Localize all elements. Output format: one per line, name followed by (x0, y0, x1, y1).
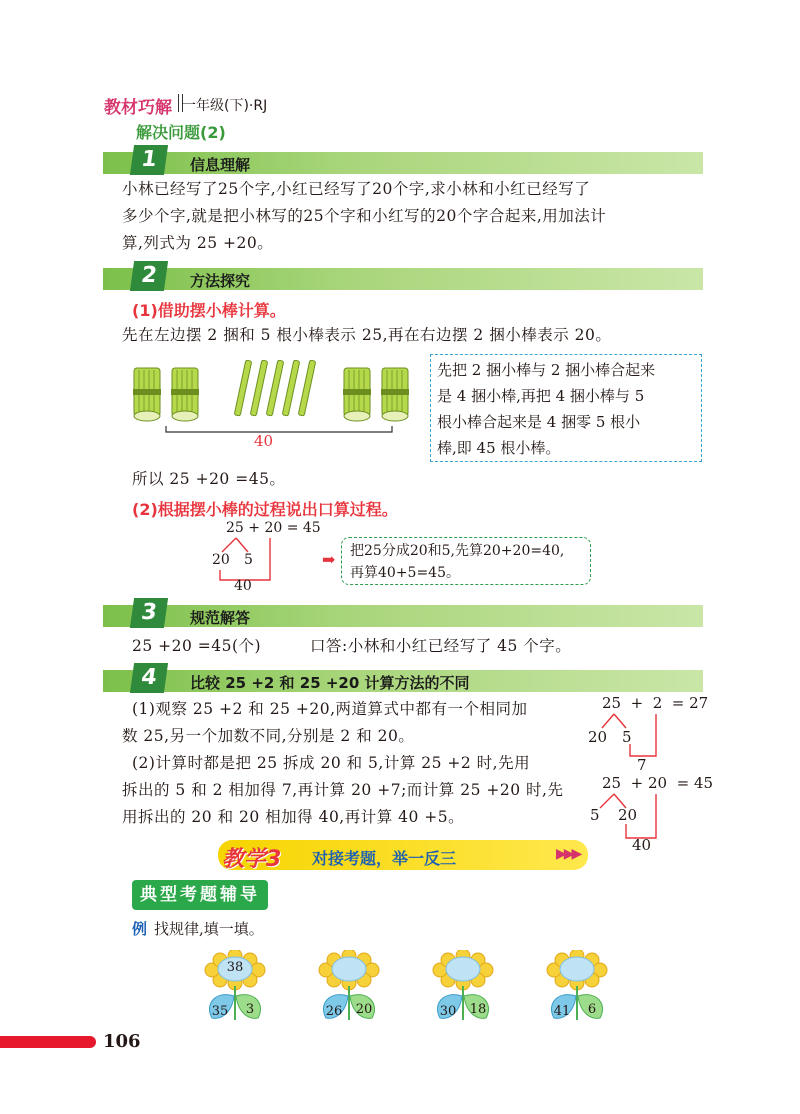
exam-title: 对接考题，举一反三 (312, 849, 457, 868)
chevrons-icon: ▶▶▶ (556, 846, 580, 862)
section-1-text (122, 176, 712, 257)
oral-calc-note (341, 537, 591, 585)
note-line: 先把 2 捆小棒与 2 捆小棒合起来 (437, 361, 656, 379)
note-line: 棒,即 45 根小棒。 (437, 439, 561, 457)
text-line: 数 25,另一个加数不同,分别是 2 和 20。 (122, 727, 415, 745)
note-line: 把25分成20和5,先算20+20=40, (350, 543, 565, 559)
flower-right-number: 6 (587, 1002, 597, 1017)
sticks-total: 40 (254, 432, 274, 450)
note-line: 根小棒合起来是 4 捆零 5 根小 (437, 413, 641, 431)
compare-sum-2: 40 (632, 836, 652, 854)
header-grade: 一年级(下)·RJ (182, 98, 268, 114)
flower (428, 950, 498, 1026)
text-line: 用拆出的 20 和 20 相加得 40,再计算 40 +5。 (122, 808, 465, 826)
flower (314, 950, 384, 1026)
sticks-illustration (130, 360, 420, 452)
compare-part-b-1: 5 (622, 728, 632, 746)
single-stick (266, 360, 284, 416)
single-stick (298, 360, 316, 416)
split-sum: 40 (234, 578, 252, 594)
example-label: 例 (132, 920, 148, 938)
compare-part-a-1: 20 (588, 728, 608, 746)
text-line: 小林已经写了25个字,小红已经写了20个字,求小林和小红已经写了 (122, 180, 591, 198)
lesson-title: 解决问题(2) (136, 123, 226, 142)
flower-right-number: 20 (355, 1002, 373, 1017)
stick-bundle (133, 368, 161, 421)
exam-badge: 教学3 (222, 847, 282, 872)
split-equation: 25 + 20 = 45 (226, 520, 321, 536)
note-line: 再算40+5=45。 (350, 565, 460, 581)
stick-bundle (343, 368, 371, 421)
flower-left-number: 35 (211, 1004, 229, 1019)
section-number-3: 3 (130, 598, 168, 628)
bracket (166, 426, 392, 432)
split-part-b: 5 (244, 552, 253, 568)
stick-bundle (381, 368, 409, 421)
flower (542, 950, 612, 1026)
single-stick (250, 360, 268, 416)
method-1-heading: (1)借助摆小棒计算。 (132, 301, 286, 320)
flower-top-number: 38 (226, 960, 244, 975)
single-stick (234, 360, 252, 416)
section-title-1: 信息理解 (190, 156, 251, 174)
method-2-heading: (2)根据摆小棒的过程说出口算过程。 (132, 500, 398, 519)
flower-right-number: 18 (469, 1002, 487, 1017)
method-1-result: 所以 25 +20 =45。 (132, 470, 286, 488)
compare-part-b-2: 20 (618, 806, 638, 824)
compare-eq-2: 25 + 20 = 45 (602, 774, 714, 792)
stick-bundle (171, 368, 199, 421)
text-line: 多少个字,就是把小林写的25个字和小红写的20个字合起来,用加法计 (122, 207, 607, 225)
typical-exam-tag: 典型考题辅导 (132, 880, 268, 910)
text-line: (1)观察 25 +2 和 25 +20,两道算式中都有一个相同加 (132, 700, 528, 718)
compare-eq-1: 25 + 2 = 27 (602, 694, 709, 712)
answer-reply: 口答:小林和小红已经写了 45 个字。 (310, 637, 572, 655)
section-title-3: 规范解答 (190, 609, 251, 627)
section-title-4: 比较 25 +2 和 25 +20 计算方法的不同 (190, 674, 470, 692)
text-line: 拆出的 5 和 2 相加得 7,再计算 20 +7;而计算 25 +20 时,先 (122, 781, 564, 799)
text-line: 算,列式为 25 +20。 (122, 234, 274, 252)
page-number: 106 (103, 1031, 141, 1052)
compare-sum-1: 7 (637, 756, 647, 774)
method-1-intro: 先在左边摆 2 捆和 5 根小棒表示 25,再在右边摆 2 捆小棒表示 20。 (122, 326, 612, 344)
flower-right-number: 3 (245, 1002, 255, 1017)
header-brand: 教材巧解 (104, 98, 172, 118)
section-number-4: 4 (130, 663, 168, 693)
section-number-1: 1 (130, 145, 168, 175)
single-stick (282, 360, 300, 416)
explanation-note (430, 354, 702, 462)
text-line: (2)计算时都是把 25 拆成 20 和 5,计算 25 +2 时,先用 (132, 754, 531, 772)
flower (200, 950, 270, 1026)
note-line: 是 4 捆小棒,再把 4 捆小棒与 5 (437, 387, 645, 405)
flower-left-number: 26 (325, 1004, 343, 1019)
compare-part-a-2: 5 (590, 806, 600, 824)
split-part-a: 20 (212, 552, 230, 568)
arrow-right-icon: ➡ (322, 550, 336, 569)
answer-equation: 25 +20 =45(个) (132, 637, 262, 655)
section-4-text (122, 696, 592, 831)
section-title-2: 方法探究 (190, 272, 251, 290)
section-number-2: 2 (130, 261, 168, 291)
example-text: 找规律,填一填。 (154, 920, 264, 938)
flower-left-number: 41 (553, 1004, 571, 1019)
flower-left-number: 30 (439, 1004, 457, 1019)
footer-bar (0, 1036, 96, 1048)
